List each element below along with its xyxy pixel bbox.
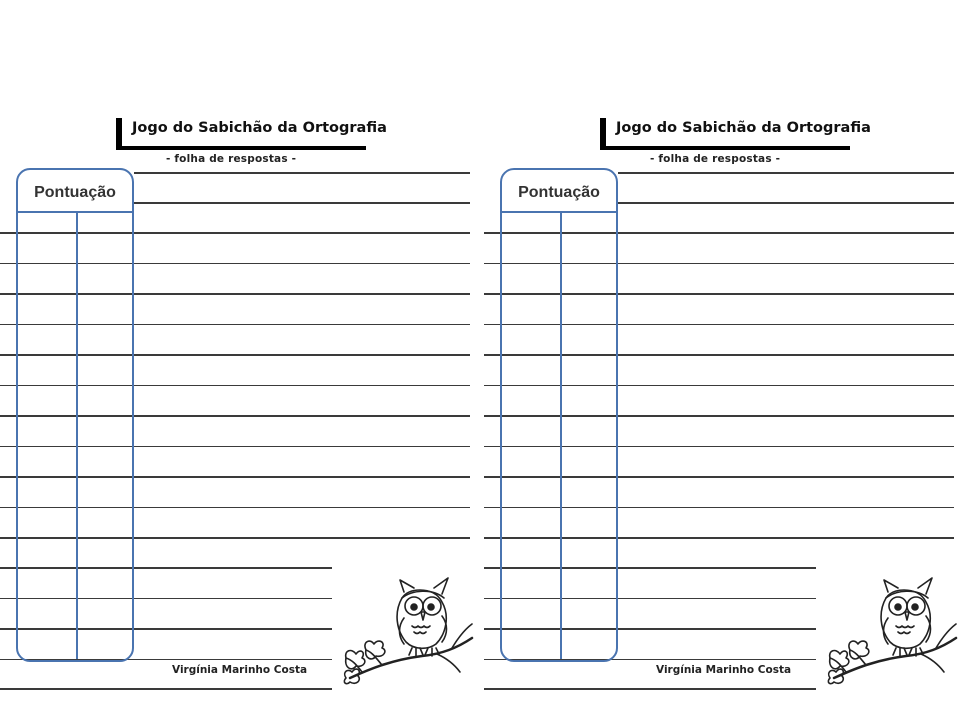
score-column-divider — [76, 213, 78, 659]
answer-line[interactable] — [134, 172, 470, 174]
answer-line[interactable] — [134, 202, 470, 204]
sheet-subtitle: - folha de respostas - — [650, 153, 781, 165]
score-header: Pontuação — [18, 170, 132, 213]
answer-line[interactable] — [618, 202, 954, 204]
author-name: Virgínia Marinho Costa — [172, 664, 308, 676]
sheet-subtitle: - folha de respostas - — [166, 153, 297, 165]
score-box — [16, 168, 134, 662]
title-underline — [600, 146, 850, 150]
score-box — [500, 168, 618, 662]
answer-line[interactable] — [0, 688, 332, 690]
title-underline — [116, 146, 366, 150]
owl-on-branch-icon — [342, 568, 474, 688]
sheet-title: Jogo do Sabichão da Ortografia — [132, 120, 387, 136]
owl-on-branch-icon — [826, 568, 958, 688]
answer-line[interactable] — [618, 172, 954, 174]
title-bar-decoration — [116, 118, 122, 148]
score-column-divider — [560, 213, 562, 659]
answer-line[interactable] — [484, 688, 816, 690]
answer-sheet-left — [0, 108, 470, 694]
sheet-title: Jogo do Sabichão da Ortografia — [616, 120, 871, 136]
score-header: Pontuação — [502, 170, 616, 213]
title-bar-decoration — [600, 118, 606, 148]
author-name: Virgínia Marinho Costa — [656, 664, 792, 676]
answer-sheet-right — [484, 108, 954, 694]
